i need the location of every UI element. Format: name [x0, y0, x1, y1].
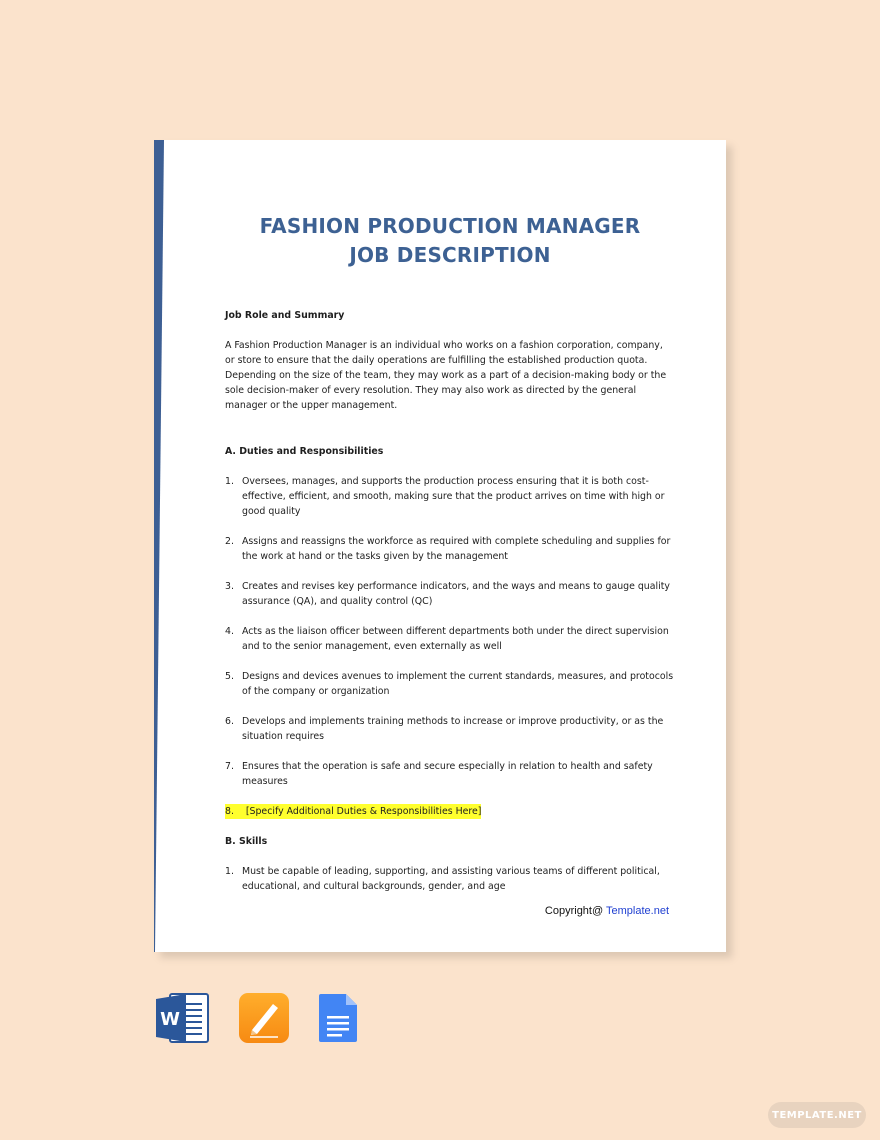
duties-list	[225, 474, 675, 819]
list-item	[225, 624, 675, 654]
skills-heading: B. Skills	[225, 836, 268, 847]
google-docs-icon[interactable]	[318, 992, 358, 1044]
list-item-highlighted	[225, 804, 675, 819]
list-item-number: 2.	[225, 536, 234, 547]
list-item-number: 1.	[225, 866, 234, 877]
document-preview	[154, 140, 726, 952]
template-net-badge[interactable]: TEMPLATE.NET	[768, 1102, 866, 1128]
list-item-text: Creates and revises key performance indicators, and the ways and means to gauge quality assurance (QA), and quality control (QC)	[242, 581, 670, 607]
list-item-text: Must be capable of leading, supporting, and assisting various teams of different political, educational, and cultural backgrounds, gender, and age	[242, 866, 660, 892]
list-item-number: 8.	[225, 806, 234, 817]
duties-heading: A. Duties and Responsibilities	[225, 446, 384, 457]
document-title	[174, 212, 726, 270]
app-icons-row	[156, 992, 366, 1044]
list-item-text: Acts as the liaison officer between different departments both under the direct supervision and to the senior management, even externally as well	[242, 626, 669, 652]
copyright-notice	[545, 905, 669, 917]
title-line-1: FASHION PRODUCTION MANAGER	[259, 214, 641, 238]
document-page	[154, 140, 726, 952]
copyright-prefix: Copyright@	[544, 905, 607, 917]
document-side-stripe	[154, 140, 164, 952]
list-item	[225, 474, 675, 519]
list-item-number: 7.	[225, 761, 234, 772]
pages-icon[interactable]	[238, 992, 290, 1044]
list-item-number: 3.	[225, 581, 234, 592]
summary-heading: Job Role and Summary	[225, 310, 345, 321]
list-item	[225, 714, 675, 744]
list-item-text: Oversees, manages, and supports the production process ensuring that it is both cost-effective, efficient, and smooth, making sure that the product arrives on time with high or good quality	[242, 476, 665, 517]
list-item-number: 6.	[225, 716, 234, 727]
list-item-text: Ensures that the operation is safe and secure especially in relation to health and safety measures	[242, 761, 653, 787]
svg-text:W: W	[160, 1009, 180, 1030]
list-item-number: 4.	[225, 626, 234, 637]
list-item	[225, 864, 675, 894]
list-item-text: [Specify Additional Duties & Responsibilities Here]	[245, 806, 482, 817]
title-line-2: JOB DESCRIPTION	[349, 243, 551, 267]
list-item-number: 1.	[225, 476, 234, 487]
copyright-link[interactable]: Template.net	[606, 905, 669, 917]
list-item	[225, 759, 675, 789]
highlighted-placeholder	[225, 804, 481, 819]
word-icon[interactable]	[156, 992, 210, 1044]
list-item	[225, 534, 675, 564]
list-item	[225, 579, 675, 609]
list-item-text: Assigns and reassigns the workforce as required with complete scheduling and supplies for the work at hand or the tasks given by the management	[242, 536, 671, 562]
document-body	[225, 308, 675, 909]
list-item	[225, 669, 675, 699]
list-item-number: 5.	[225, 671, 234, 682]
summary-text: A Fashion Production Manager is an individual who works on a fashion corporation, company, or store to ensure that the daily operations are fulfilling the established production quota. Depending on the size of the team, they may work as a part of a decision-making body or the sole decision-maker of every resolution. They may also work as directed by the general manager or the upper management.	[225, 340, 667, 411]
list-item-text: Designs and devices avenues to implement the current standards, measures, and protocols of the company or organization	[242, 671, 674, 697]
skills-list	[225, 864, 675, 894]
list-item-text: Develops and implements training methods to increase or improve productivity, or as the situation requires	[242, 716, 664, 742]
